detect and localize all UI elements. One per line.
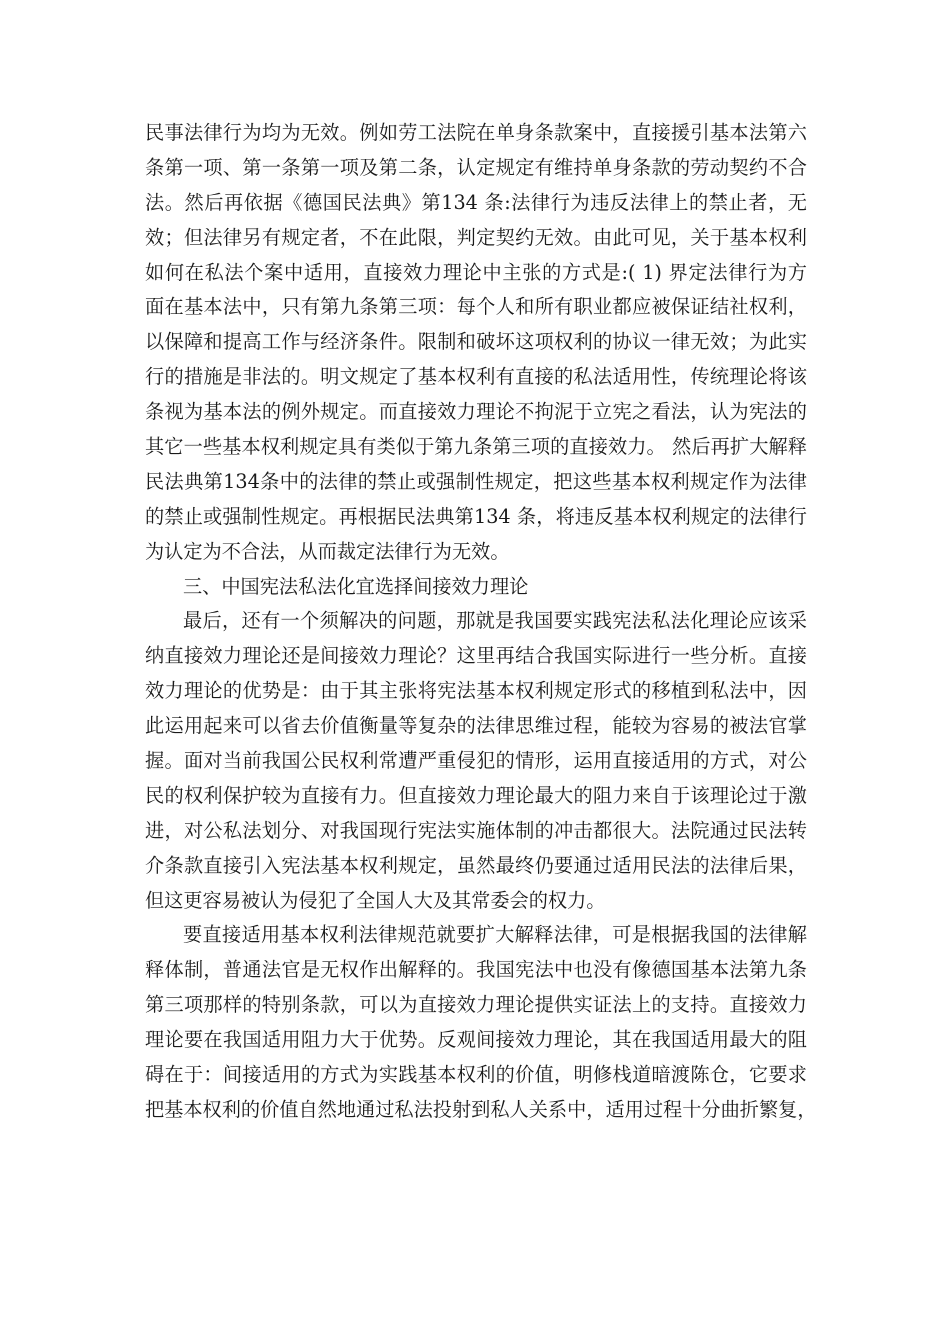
paragraph xyxy=(145,604,807,918)
text-line: 以保障和提高工作与经济条件。限制和破坏这项权利的协议一律无效；为此实 xyxy=(145,330,807,354)
text-line: 最后，还有一个须解决的问题，那就是我国要实践宪法私法化理论应该采 xyxy=(183,609,807,633)
text-line: 民的权利保护较为直接有力。但直接效力理论最大的阻力来自于该理论过于激 xyxy=(145,783,807,807)
text-line: 民法典第134条中的法律的禁止或强制性规定，把这些基本权利规定作为法律 xyxy=(145,469,807,493)
text-line: 碍在于：间接适用的方式为实践基本权利的价值，明修栈道暗渡陈仓，它要求 xyxy=(145,1063,807,1087)
heading-text: 三、中国宪法私法化宜选择间接效力理论 xyxy=(183,574,529,598)
text-line: 法。然后再依据《德国民法典》第134 条:法律行为违反法律上的禁止者，无 xyxy=(145,190,807,214)
text-line: 理论要在我国适用阻力大于优势。反观间接效力理论，其在我国适用最大的阻 xyxy=(145,1028,807,1052)
text-line: 握。面对当前我国公民权利常遭严重侵犯的情形，运用直接适用的方式，对公 xyxy=(145,749,807,773)
text-line: 民事法律行为均为无效。例如劳工法院在单身条款案中，直接援引基本法第六 xyxy=(145,121,807,144)
text-line: 其它一些基本权利规定具有类似于第九条第三项的直接效力。 然后再扩大解释 xyxy=(145,435,807,459)
text-line: 行的措施是非法的。明文规定了基本权利有直接的私法适用性，传统理论将该 xyxy=(145,365,807,389)
text-line: 此运用起来可以省去价值衡量等复杂的法律思维过程，能较为容易的被法官掌 xyxy=(145,714,807,738)
text-line: 条视为基本法的例外规定。而直接效力理论不拘泥于立宪之看法，认为宪法的 xyxy=(145,400,807,424)
document-body xyxy=(145,116,817,1128)
text-line: 条第一项、第一条第一项及第二条，认定规定有维持单身条款的劳动契约不合 xyxy=(145,155,807,179)
text-line: 如何在私法个案中适用，直接效力理论中主张的方式是:( 1) 界定法律行为方 xyxy=(145,260,807,284)
text-line: 但这更容易被认为侵犯了全国人大及其常委会的权力。 xyxy=(145,888,606,912)
paragraph xyxy=(145,918,817,1127)
text-line: 效；但法律另有规定者，不在此限，判定契约无效。由此可见，关于基本权利 xyxy=(145,225,807,249)
text-line: 介条款直接引入宪法基本权利规定，虽然最终仍要通过适用民法的法律后果， xyxy=(145,853,807,877)
text-line: 释体制，普通法官是无权作出解释的。我国宪法中也没有像德国基本法第九条 xyxy=(145,958,807,982)
text-line: 把基本权利的价值自然地通过私法投射到私人关系中，适用过程十分曲折繁复， xyxy=(145,1097,817,1121)
text-line: 纳直接效力理论还是间接效力理论？这里再结合我国实际进行一些分析。直接 xyxy=(145,644,807,668)
paragraph xyxy=(145,116,807,570)
text-line: 面在基本法中，只有第九条第三项：每个人和所有职业都应被保证结社权利， xyxy=(145,295,807,319)
text-line: 的禁止或强制性规定。再根据民法典第134 条，将违反基本权利规定的法律行 xyxy=(145,504,807,528)
text-line: 效力理论的优势是：由于其主张将宪法基本权利规定形式的移植到私法中，因 xyxy=(145,679,807,703)
text-line: 第三项那样的特别条款，可以为直接效力理论提供实证法上的支持。直接效力 xyxy=(145,993,807,1017)
section-heading xyxy=(145,570,807,605)
text-line: 为认定为不合法，从而裁定法律行为无效。 xyxy=(145,539,510,563)
text-line: 要直接适用基本权利法律规范就要扩大解释法律，可是根据我国的法律解 xyxy=(183,923,807,947)
text-line: 进，对公私法划分、对我国现行宪法实施体制的冲击都很大。法院通过民法转 xyxy=(145,818,807,842)
